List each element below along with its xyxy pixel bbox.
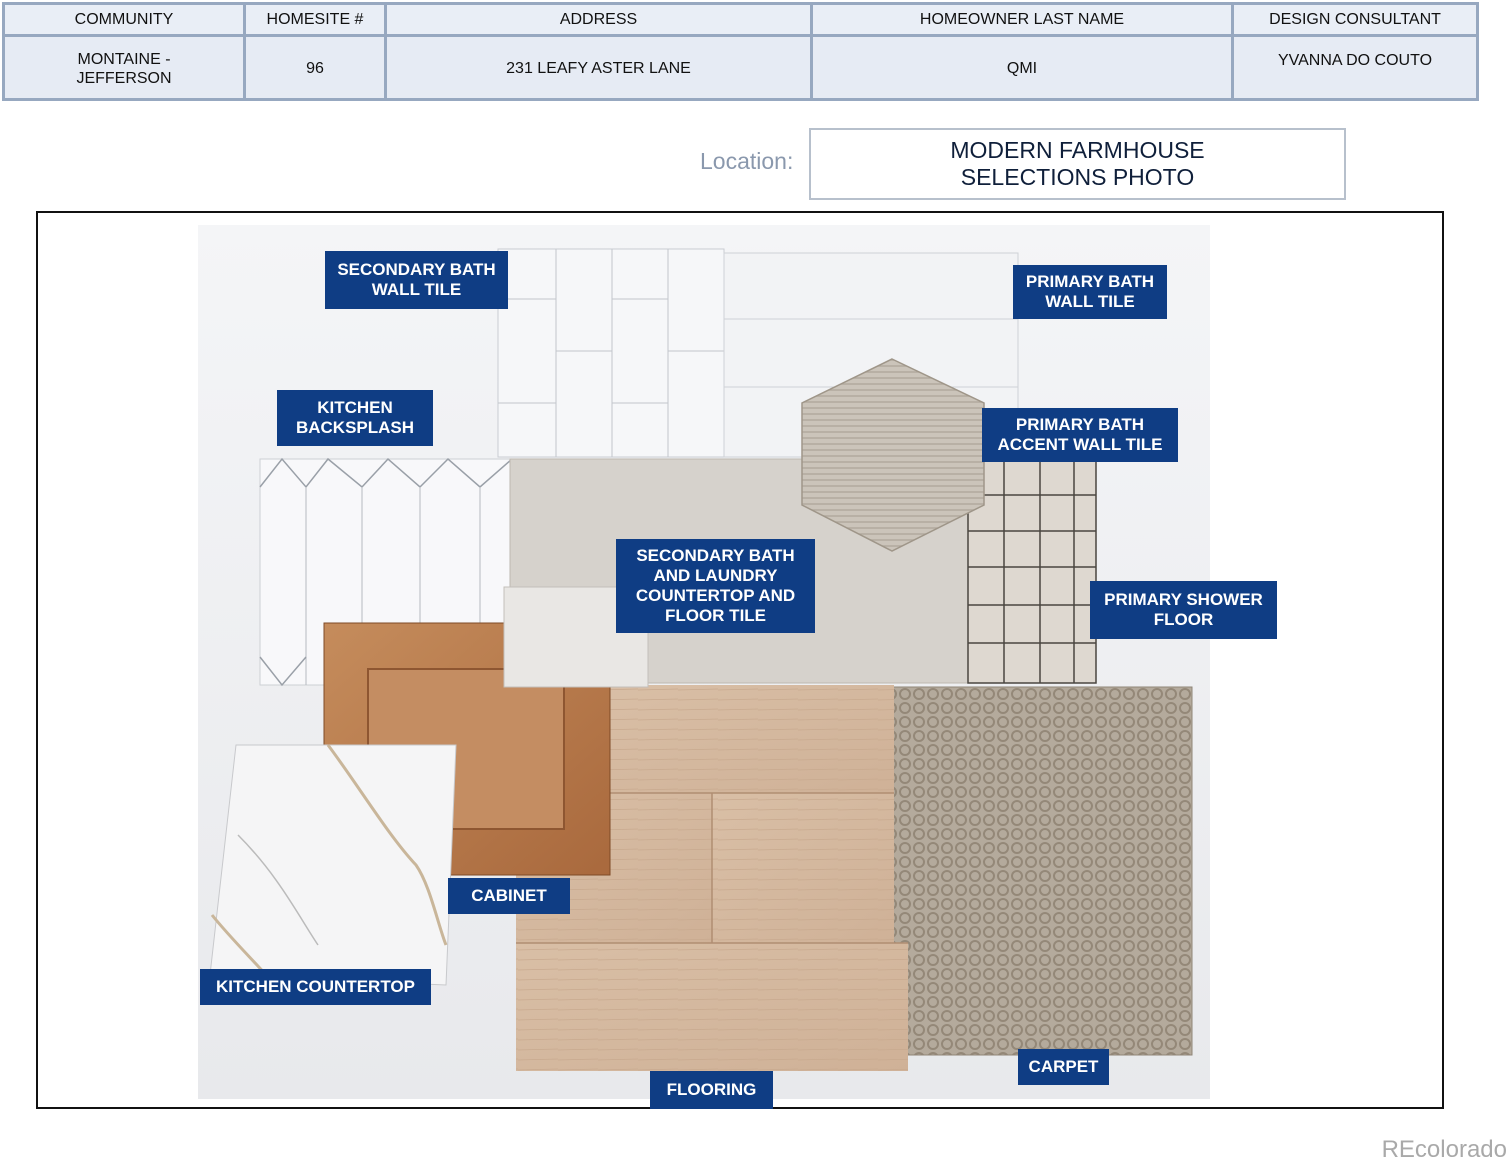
secondary-bath-wall-tile-sample (498, 249, 724, 457)
homesite-info-table (2, 2, 1479, 101)
homeowner-value: QMI (813, 37, 1234, 98)
selections-photo (198, 225, 1210, 1099)
label-carpet: CARPET (1018, 1049, 1109, 1085)
column-header-address: ADDRESS (387, 5, 813, 37)
label-kitchen-backsplash: KITCHEN BACKSPLASH (277, 390, 433, 446)
label-kitchen-countertop: KITCHEN COUNTERTOP (200, 969, 431, 1005)
label-primary-bath-wall-tile: PRIMARY BATH WALL TILE (1013, 265, 1167, 319)
kitchen-countertop-sample (210, 745, 456, 985)
label-primary-bath-accent-wall-tile: PRIMARY BATH ACCENT WALL TILE (982, 408, 1178, 462)
homesite-value: 96 (246, 37, 387, 98)
carpet-sample (892, 687, 1192, 1055)
location-label: Location: (700, 148, 794, 174)
location-value: MODERN FARMHOUSE SELECTIONS PHOTO (950, 137, 1205, 190)
column-header-consultant: DESIGN CONSULTANT (1234, 5, 1476, 37)
column-header-homeowner: HOMEOWNER LAST NAME (813, 5, 1234, 37)
column-header-homesite: HOMESITE # (246, 5, 387, 37)
consultant-value: YVANNA DO COUTO (1277, 52, 1433, 69)
location-box (809, 128, 1346, 200)
recolorado-watermark: REcolorado (1381, 1136, 1507, 1163)
selections-photo-frame (36, 211, 1444, 1109)
label-flooring: FLOORING (650, 1071, 773, 1109)
label-secondary-bath-wall-tile: SECONDARY BATH WALL TILE (325, 251, 508, 309)
community-value: MONTAINE - JEFFERSON (5, 37, 246, 98)
address-value: 231 LEAFY ASTER LANE (387, 37, 813, 98)
label-cabinet: CABINET (448, 878, 570, 914)
column-header-community: COMMUNITY (5, 5, 246, 37)
primary-shower-floor-sample (968, 461, 1096, 683)
label-secondary-bath-laundry: SECONDARY BATH AND LAUNDRY COUNTERTOP AND FLOOR TILE (616, 539, 815, 633)
label-primary-shower-floor: PRIMARY SHOWER FLOOR (1090, 581, 1277, 639)
